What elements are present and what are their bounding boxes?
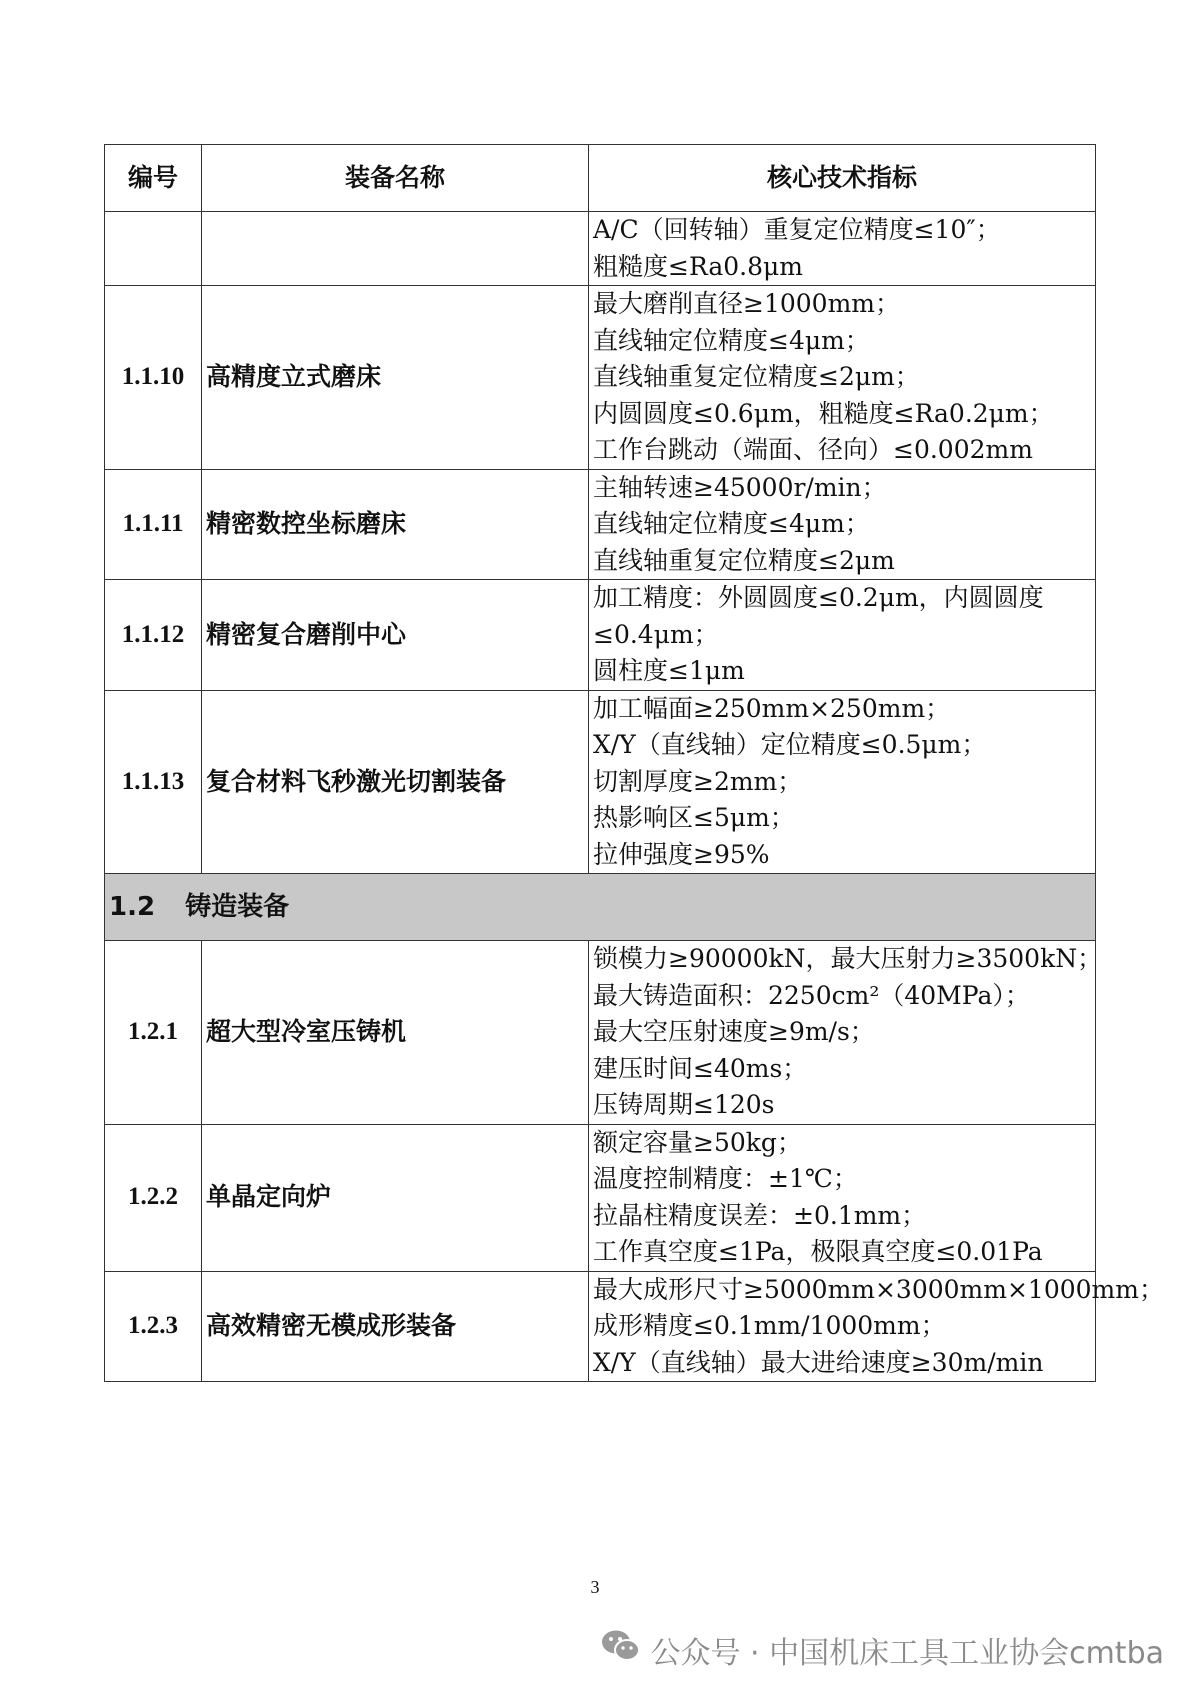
row-specs	[589, 580, 1096, 691]
header-id: 编号	[105, 145, 202, 212]
row-specs	[589, 1271, 1164, 1382]
table-row	[105, 469, 1096, 580]
watermark	[600, 1628, 1164, 1672]
header-specs: 核心技术指标	[589, 145, 1096, 212]
spec-line: 压铸周期≤120s	[593, 1090, 775, 1119]
header-name: 装备名称	[202, 145, 589, 212]
spec-line: 直线轴定位精度≤4μm；	[593, 509, 870, 538]
row-id: 1.1.10	[105, 286, 202, 470]
spec-line: 粗糙度≤Ra0.8μm	[593, 251, 803, 281]
row-id: 1.1.13	[105, 690, 202, 874]
spec-line: 切割厚度≥2mm；	[593, 766, 803, 796]
table-row	[105, 1271, 1096, 1382]
row-id: 1.2.2	[105, 1124, 202, 1271]
spec-line: 加工精度：外圆圆度≤0.2μm，内圆圆度	[593, 583, 1044, 612]
row-specs	[589, 469, 1096, 580]
spec-line: 拉晶柱精度误差：±0.1mm；	[593, 1200, 927, 1230]
wechat-icon	[600, 1628, 642, 1672]
spec-line: 锁模力≥90000kN，最大压射力≥3500kN；	[593, 944, 1103, 973]
section-heading	[105, 874, 1096, 941]
table-header-row	[105, 145, 1096, 212]
table-row	[105, 286, 1096, 470]
spec-line: 额定容量≥50kg；	[593, 1127, 802, 1157]
spec-line: 圆柱度≤1μm	[593, 656, 745, 685]
row-name: 高精度立式磨床	[202, 286, 589, 470]
row-id	[105, 212, 202, 286]
spec-line: 温度控制精度：±1℃；	[593, 1164, 858, 1193]
row-id: 1.1.12	[105, 580, 202, 691]
row-name: 精密数控坐标磨床	[202, 469, 589, 580]
section-number: 1.2	[109, 891, 156, 922]
spec-line: 内圆圆度≤0.6μm，粗糙度≤Ra0.2μm；	[593, 398, 1054, 428]
equipment-spec-table	[104, 144, 1164, 1382]
row-name	[202, 212, 589, 286]
table-row	[105, 690, 1096, 874]
spec-line: A/C（回转轴）重复定位精度≤10″；	[593, 215, 1001, 244]
row-id: 1.2.1	[105, 941, 202, 1125]
section-row	[105, 874, 1096, 941]
spec-line: 拉伸强度≥95%	[593, 839, 770, 869]
spec-line: 热影响区≤5μm；	[593, 803, 795, 832]
table-body-forming	[105, 212, 1096, 874]
row-specs	[589, 212, 1096, 286]
table-row	[105, 580, 1096, 691]
row-specs	[589, 1124, 1096, 1271]
table-row	[105, 1124, 1096, 1271]
row-specs	[589, 286, 1096, 470]
table-body-casting	[105, 941, 1164, 1382]
row-name: 超大型冷室压铸机	[202, 941, 589, 1125]
row-name: 高效精密无模成形装备	[202, 1271, 589, 1382]
spec-line: 成形精度≤0.1mm/1000mm；	[593, 1311, 946, 1340]
spec-line: X/Y（直线轴）定位精度≤0.5μm；	[593, 730, 987, 759]
row-specs	[589, 690, 1096, 874]
row-id: 1.1.11	[105, 469, 202, 580]
spec-line: 最大磨削直径≥1000mm；	[593, 289, 900, 318]
table-row-continuation	[105, 212, 1096, 286]
spec-line: 最大成形尺寸≥5000mm×3000mm×1000mm；	[593, 1274, 1164, 1304]
spec-line: 工作台跳动（端面、径向）≤0.002mm	[593, 435, 1033, 464]
spec-line: 工作真空度≤1Pa，极限真空度≤0.01Pa	[593, 1237, 1043, 1266]
row-name: 复合材料飞秒激光切割装备	[202, 690, 589, 874]
spec-line: 加工幅面≥250mm×250mm；	[593, 693, 951, 723]
row-name: 精密复合磨削中心	[202, 580, 589, 691]
page-number: 3	[590, 1577, 600, 1597]
spec-line: 直线轴重复定位精度≤2μm；	[593, 362, 920, 391]
row-specs	[589, 941, 1103, 1125]
spec-line: 最大空压射速度≥9m/s；	[593, 1017, 875, 1046]
spec-line: 直线轴定位精度≤4μm；	[593, 325, 870, 355]
spec-line: X/Y（直线轴）最大进给速度≥30m/min	[593, 1347, 1044, 1377]
spec-line: 主轴转速≥45000r/min；	[593, 472, 887, 502]
spec-line: 最大铸造面积：2250cm²（40MPa）；	[593, 980, 1030, 1010]
spec-line: 直线轴重复定位精度≤2μm	[593, 545, 895, 575]
section-title: 铸造装备	[185, 891, 290, 922]
spec-line: ≤0.4μm；	[593, 619, 719, 649]
table-section	[105, 874, 1096, 941]
row-id: 1.2.3	[105, 1271, 202, 1382]
row-name: 单晶定向炉	[202, 1124, 589, 1271]
watermark-text: 公众号 · 中国机床工具工业协会cmtba	[650, 1636, 1164, 1671]
spec-line: 建压时间≤40ms；	[593, 1053, 808, 1083]
table-row	[105, 941, 1096, 1125]
